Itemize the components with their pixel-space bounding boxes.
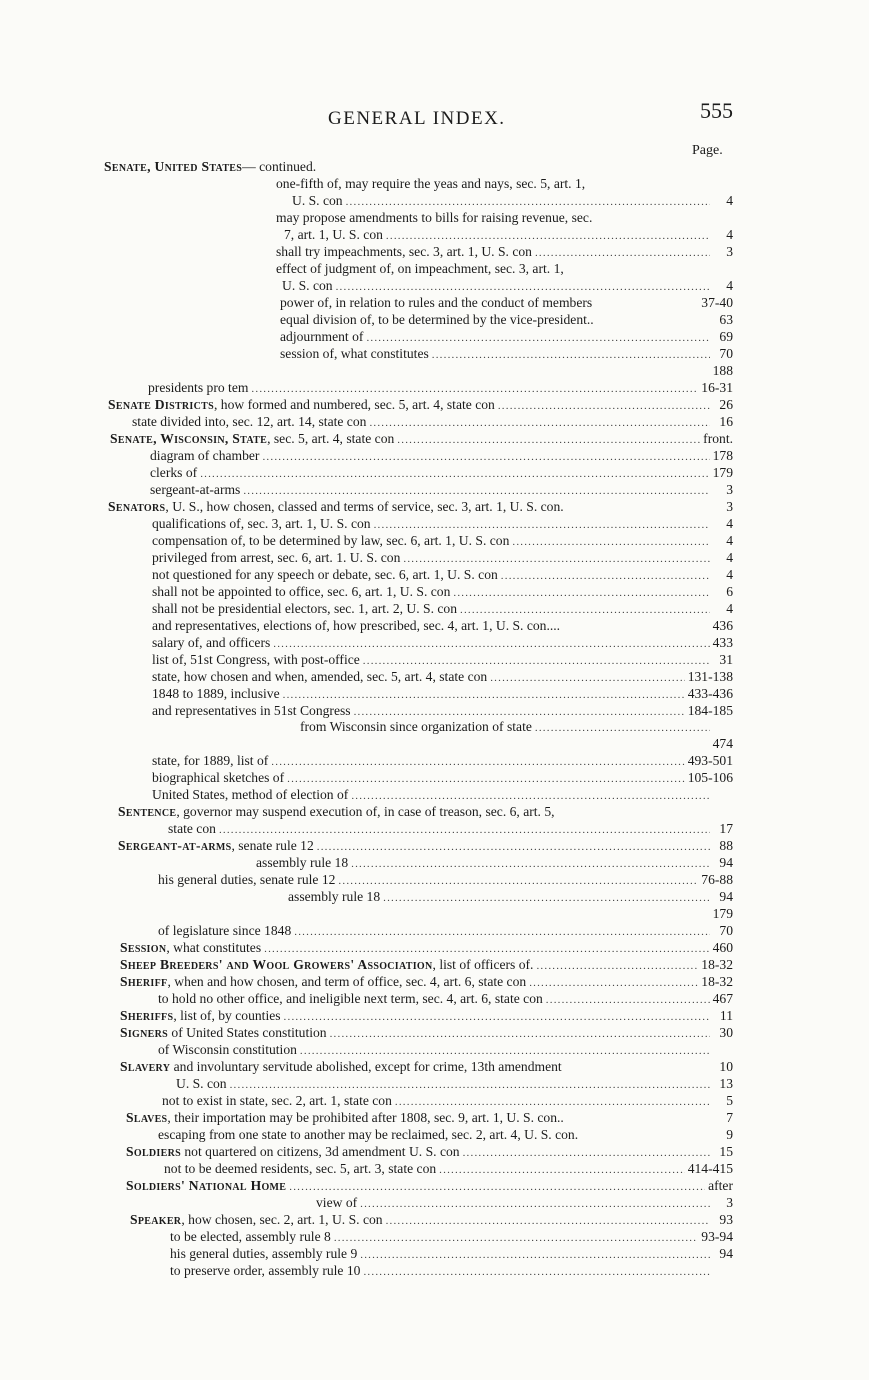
entry-page-ref: 70: [719, 923, 733, 939]
index-entry-subline: [152, 786, 733, 804]
entry-text: [152, 685, 280, 703]
entry-body: salary of, and officers: [152, 634, 271, 650]
entry-heading: Slaves: [126, 1110, 168, 1126]
entry-body: , how chosen, sec. 2, art. 1, U. S. con: [181, 1212, 383, 1228]
entry-body: , when and how chosen, and term of office, sec. 4, art. 6, state con: [167, 974, 527, 990]
entry-text: [152, 600, 457, 618]
entry-text: [158, 871, 335, 889]
entry-text: [152, 583, 450, 601]
entry-body: United States, method of election of: [152, 787, 349, 803]
entry-page-ref: 15: [719, 1144, 733, 1160]
entry-body: biographical sketches of: [152, 770, 285, 786]
page-number: 555: [700, 98, 733, 123]
entry-body: clerks of: [150, 464, 198, 480]
index-entry-heading: [126, 1143, 733, 1161]
index-entry-heading: [118, 803, 733, 821]
entry-body: list of, 51st Congress, with post-office: [152, 651, 360, 667]
entry-body: , how formed and numbered, sec. 5, art. 4, state con: [213, 396, 495, 412]
entry-text: [168, 820, 216, 838]
entry-heading: Signers: [120, 1025, 169, 1041]
index-entry-subline: [152, 634, 733, 652]
entry-heading: Speaker: [130, 1212, 182, 1228]
entry-body: view of: [316, 1195, 358, 1211]
entry-body: and involuntary servitude abolished, except for crime, 13th amendment: [170, 1059, 562, 1075]
entry-text: [130, 1211, 383, 1229]
entry-heading: Senate Districts: [108, 396, 214, 412]
entry-text: [152, 668, 487, 686]
entry-text: [276, 209, 592, 227]
entry-page-ref: 93: [719, 1212, 733, 1228]
entry-body: privileged from arrest, sec. 6, art. 1. U. S. con: [152, 549, 401, 565]
entry-body: — continued.: [242, 159, 317, 174]
entry-page-ref: 433: [712, 634, 733, 650]
entry-body: to hold no other office, and ineligible next term, sec. 4, art. 6, state con: [158, 991, 543, 1007]
entry-text: [170, 1262, 360, 1280]
index-entry-subline: [168, 820, 733, 838]
entry-text: [162, 1092, 392, 1110]
index-entry-heading: [118, 837, 733, 855]
index-entry-subline: [170, 1245, 733, 1263]
entry-text: [170, 1228, 331, 1246]
entry-page-ref: 179: [712, 464, 733, 480]
entry-page-ref: 433-436: [687, 685, 733, 701]
entry-page-ref: 188: [712, 362, 733, 378]
entry-page-ref: 93-94: [701, 1229, 733, 1245]
entry-body: from Wisconsin since organization of state: [300, 719, 532, 735]
entry-page-ref: 37-40: [701, 294, 733, 310]
entry-heading: Sheriffs: [120, 1008, 174, 1024]
entry-text: [276, 243, 532, 261]
entry-page-ref: 467: [712, 991, 733, 1007]
entry-heading: Slavery: [120, 1059, 171, 1075]
entry-text: [170, 1245, 357, 1263]
entry-page-ref: 5: [726, 1093, 733, 1109]
entry-page-ref: 10: [719, 1059, 733, 1075]
entry-text: [120, 973, 526, 991]
entry-page-ref: 184-185: [687, 702, 733, 718]
entry-page-ref: 4: [726, 515, 733, 531]
entry-page-ref: 3: [726, 243, 733, 259]
entry-page-ref: 13: [719, 1076, 733, 1092]
index-entry-subline: [152, 617, 733, 635]
index-entry-subline: [132, 413, 733, 431]
entry-page-ref: front.: [703, 430, 733, 446]
index-entry-subline: [276, 243, 733, 261]
entry-body: escaping from one state to another may be reclaimed, sec. 2, art. 4, U. S. con.: [158, 1127, 579, 1143]
entry-heading: Soldiers' National Home: [126, 1178, 287, 1194]
index-entry-subline: [280, 345, 733, 363]
entry-page-ref: 70: [719, 345, 733, 361]
index-entry-subline: [152, 566, 733, 584]
index-entry-heading: [120, 973, 733, 991]
index-entry-subline: [158, 922, 733, 940]
entry-body: equal division of, to be determined by the vice-president..: [280, 311, 594, 327]
page-column-label: Page.: [692, 143, 723, 158]
entry-heading: Senate, Wisconsin, State: [110, 430, 268, 446]
entry-text: [120, 1007, 281, 1025]
index-entry-heading: [108, 396, 733, 414]
entry-text: [292, 192, 343, 210]
entry-text: [108, 498, 564, 516]
page-title: GENERAL INDEX.: [328, 108, 506, 129]
entry-text: [118, 837, 314, 855]
entry-page-ref: 76-88: [701, 872, 733, 888]
entry-body: of Wisconsin constitution: [158, 1042, 297, 1058]
index-entry-subline: [170, 1262, 733, 1280]
entry-body: effect of judgment of, on impeachment, sec. 3, art. 1,: [276, 260, 564, 276]
entry-page-ref: 17: [719, 821, 733, 837]
entry-body: may propose amendments to bills for raising revenue, sec.: [276, 209, 593, 225]
entry-body: not questioned for any speech or debate, sec. 6, art. 1, U. S. con: [152, 566, 498, 582]
entry-page-ref: 7: [726, 1110, 733, 1126]
entry-text: [280, 294, 592, 312]
entry-page-ref: 493-501: [687, 753, 733, 769]
index-entry-subline: [148, 379, 733, 397]
index-entry-heading: [120, 956, 733, 974]
entry-page-ref: after: [708, 1178, 733, 1194]
entry-text: [132, 413, 366, 431]
entry-body: state, for 1889, list of: [152, 753, 269, 769]
entry-body: , sec. 5, art. 4, state con: [267, 430, 395, 446]
entry-body: , senate rule 12: [231, 838, 314, 854]
index-entry-subline: [152, 532, 733, 550]
entry-page-ref: 4: [726, 600, 733, 616]
entry-body: state, how chosen and when, amended, sec. 5, art. 4, state con: [152, 668, 488, 684]
index-entry-subline: [276, 260, 733, 278]
entry-text: [152, 566, 498, 584]
index-entry-heading: [120, 1007, 733, 1025]
entry-text: [104, 158, 316, 176]
entry-page-ref: 4: [726, 226, 733, 242]
index-entry-subline: [152, 668, 733, 686]
index-entry-heading: [130, 1211, 733, 1229]
entry-text: [176, 1075, 227, 1093]
entry-body: session of, what constitutes: [280, 345, 429, 361]
entry-text: [280, 311, 594, 329]
entry-page-ref: 6: [726, 583, 733, 599]
entry-text: [150, 447, 259, 465]
index-entry-subline: [158, 871, 733, 889]
entry-text: [158, 990, 543, 1008]
entry-text: [126, 1177, 286, 1195]
index-entry-subline: [164, 1160, 733, 1178]
entry-text: [152, 617, 560, 635]
entry-text: [152, 702, 351, 720]
index-entry-subline: [150, 481, 733, 499]
entry-body: shall not be appointed to office, sec. 6, art. 1, U. S. con: [152, 583, 451, 599]
index-entry-heading: [126, 1177, 733, 1195]
entry-heading: Sentence: [118, 804, 177, 820]
entry-page-ref: 31: [719, 651, 733, 667]
entry-page-ref: 18-32: [701, 957, 733, 973]
index-entry-subline: [152, 515, 733, 533]
dot-leader: [363, 1263, 710, 1281]
entry-body: assembly rule 18: [256, 855, 349, 871]
index-entry-subline: [176, 1075, 733, 1093]
entry-text: [152, 769, 284, 787]
entry-body: , what constitutes: [166, 940, 262, 956]
entry-text: [164, 1160, 436, 1178]
entry-page-ref: 16-31: [701, 379, 733, 395]
index-entry-subline: [316, 1194, 733, 1212]
index-entry-subline: [152, 600, 733, 618]
entry-text: [276, 260, 564, 278]
entry-body: , governor may suspend execution of, in case of treason, sec. 6, art. 5,: [176, 804, 555, 820]
index-entry-heading: [120, 1058, 733, 1076]
entry-body: not to exist in state, sec. 2, art. 1, state con: [162, 1093, 392, 1109]
index-entry-subline: [150, 447, 733, 465]
index-entry-heading: [120, 1024, 733, 1042]
index-entry-subline: [152, 752, 733, 770]
entry-heading: Sergeant-at-arms: [118, 838, 232, 854]
index-entry-subline: [300, 718, 733, 736]
entry-text: [126, 1109, 564, 1127]
entry-text: [284, 226, 383, 244]
index-entry-subline: [282, 277, 733, 295]
entry-body: not to be deemed residents, sec. 5, art. 3, state con: [164, 1161, 437, 1177]
entry-text: [152, 532, 509, 550]
entry-heading: Senate, United States: [104, 159, 243, 174]
entry-body: his general duties, assembly rule 9: [170, 1246, 358, 1261]
entry-body: and representatives, elections of, how prescribed, sec. 4, art. 1, U. S. con....: [152, 617, 561, 633]
entry-text: [108, 396, 495, 414]
index-entry-subline: [162, 1092, 733, 1110]
entry-body: state con: [168, 821, 216, 837]
entry-body: assembly rule 18: [288, 889, 381, 905]
entry-heading: Senators: [108, 498, 166, 514]
entry-page-ref: 3: [726, 1195, 733, 1211]
entry-page-ref: 11: [719, 1008, 733, 1024]
entry-body: compensation of, to be determined by law, sec. 6, art. 1, U. S. con: [152, 532, 510, 548]
entry-page-ref: 18-32: [701, 974, 733, 990]
entry-page-ref: 105-106: [687, 770, 733, 786]
entry-page-ref: 460: [712, 940, 733, 956]
entry-text: [300, 718, 532, 736]
entry-text: [120, 1058, 562, 1076]
entry-text: [118, 803, 555, 821]
entry-body: presidents pro tem: [148, 379, 249, 395]
index-entry-subline: [170, 1228, 733, 1246]
entry-text: [120, 939, 261, 957]
entry-page-ref: 69: [719, 328, 733, 344]
entry-body: one-fifth of, may require the yeas and nays, sec. 5, art. 1,: [276, 175, 586, 191]
entry-body: U. S. con: [282, 277, 333, 293]
index-entry-subline: [288, 888, 733, 906]
entry-text: [276, 175, 585, 193]
index-entry-subline: [292, 192, 733, 210]
entry-text: [288, 888, 380, 906]
entry-body: , list of officers of.: [432, 957, 534, 973]
entry-page-ref: 178: [712, 447, 733, 463]
entry-text: [110, 430, 394, 448]
entry-body: to preserve order, assembly rule 10: [170, 1263, 361, 1278]
entry-page-ref: 474: [712, 736, 733, 752]
entry-body: shall not be presidential electors, sec. 1, art. 2, U. S. con: [152, 600, 458, 616]
index-entry-heading: [108, 498, 733, 516]
entry-page-ref: 436: [712, 617, 733, 633]
entry-body: 1848 to 1889, inclusive: [152, 685, 280, 701]
index-entry-subline: [288, 905, 733, 923]
entry-body: , list of, by counties: [173, 1008, 281, 1024]
entry-body: U. S. con: [292, 192, 343, 208]
entry-page-ref: 4: [726, 192, 733, 208]
entry-text: [152, 786, 348, 804]
entry-page-ref: 30: [719, 1025, 733, 1041]
entry-text: [282, 277, 333, 295]
index-entry-heading: [126, 1109, 733, 1127]
index-entry-subline: [152, 769, 733, 787]
index-entry-subline: [280, 294, 733, 312]
index-entry-subline: [280, 311, 733, 329]
entry-page-ref: 4: [726, 532, 733, 548]
index-entry-subline: [152, 651, 733, 669]
entry-text: [148, 379, 248, 397]
entry-body: sergeant-at-arms: [150, 481, 241, 497]
entry-body: of United States constitution: [168, 1025, 327, 1041]
index-entry-subline: [276, 175, 733, 193]
index-entry-subline: [152, 549, 733, 567]
entry-page-ref: 9: [726, 1127, 733, 1143]
entry-page-ref: 4: [726, 549, 733, 565]
entry-text: [280, 345, 429, 363]
entry-body: power of, in relation to rules and the conduct of members: [280, 294, 593, 310]
entry-body: diagram of chamber: [150, 447, 260, 463]
entry-text: [152, 515, 371, 533]
entry-text: [158, 922, 291, 940]
entry-text: [120, 1024, 327, 1042]
index-entry-heading: [110, 430, 733, 448]
index-entry-subline: [150, 464, 733, 482]
entry-body: U. S. con: [176, 1076, 227, 1092]
entry-text: [120, 956, 533, 974]
entry-heading: Session: [120, 940, 167, 956]
entry-page-ref: 16: [719, 413, 733, 429]
entry-body: qualifications of, sec. 3, art. 1, U. S. con: [152, 515, 371, 531]
index-entry-subline: [280, 362, 733, 380]
entry-page-ref: 26: [719, 396, 733, 412]
entry-page-ref: 94: [719, 889, 733, 905]
entry-page-ref: 3: [726, 498, 733, 514]
entry-heading: Sheriff: [120, 974, 168, 990]
entry-body: of legislature since 1848: [158, 923, 292, 939]
entry-page-ref: 414-415: [687, 1161, 733, 1177]
entry-page-ref: 131-138: [687, 668, 733, 684]
entry-page-ref: 4: [726, 566, 733, 582]
index-entry-subline: [152, 702, 733, 720]
entry-body: not quartered on citizens, 3d amendment U. S. con: [180, 1144, 460, 1160]
entry-body: state divided into, sec. 12, art. 14, state con: [132, 413, 367, 429]
entry-text: [152, 634, 270, 652]
index-entry-subline: [280, 328, 733, 346]
entry-body: , U. S., how chosen, classed and terms of service, sec. 3, art. 1, U. S. con.: [165, 498, 564, 514]
entry-body: his general duties, senate rule 12: [158, 872, 336, 888]
entry-page-ref: 179: [712, 906, 733, 922]
entry-page-ref: 3: [726, 481, 733, 497]
index-entry-subline: [256, 854, 733, 872]
entry-page-ref: 94: [719, 1246, 733, 1261]
entry-text: [152, 549, 400, 567]
entry-body: adjournment of: [280, 328, 364, 344]
entry-body: shall try impeachments, sec. 3, art. 1, U. S. con: [276, 243, 532, 259]
index-entry-subline: [158, 1041, 733, 1059]
entry-text: [152, 651, 360, 669]
entry-page-ref: 63: [719, 311, 733, 327]
index-entry-subline: [300, 735, 733, 753]
entry-text: [158, 1041, 297, 1059]
entry-body: 7, art. 1, U. S. con: [284, 226, 383, 242]
entry-body: to be elected, assembly rule 8: [170, 1229, 331, 1245]
entry-text: [256, 854, 348, 872]
entry-page-ref: 4: [726, 277, 733, 293]
entry-text: [280, 328, 363, 346]
index-entry-heading: [120, 939, 733, 957]
entry-body: , their importation may be prohibited after 1808, sec. 9, art. 1, U. S. con..: [167, 1110, 564, 1126]
entry-body: and representatives in 51st Congress: [152, 702, 351, 718]
entry-heading: Soldiers: [126, 1144, 181, 1160]
index-entry-heading: [104, 158, 733, 176]
index-entry-subline: [152, 685, 733, 703]
entry-text: [150, 481, 240, 499]
index-entry-subline: [284, 226, 733, 244]
entry-page-ref: 94: [719, 855, 733, 871]
entry-text: [152, 752, 268, 770]
entry-text: [126, 1143, 460, 1161]
entry-page-ref: 88: [719, 838, 733, 854]
entry-text: [150, 464, 197, 482]
index-entry-subline: [158, 1126, 733, 1144]
entry-heading: Sheep Breeders' and Wool Growers' Association: [120, 957, 433, 973]
index-entry-subline: [152, 583, 733, 601]
index-entry-subline: [276, 209, 733, 227]
entry-text: [316, 1194, 357, 1212]
entry-text: [158, 1126, 578, 1144]
index-entry-subline: [158, 990, 733, 1008]
